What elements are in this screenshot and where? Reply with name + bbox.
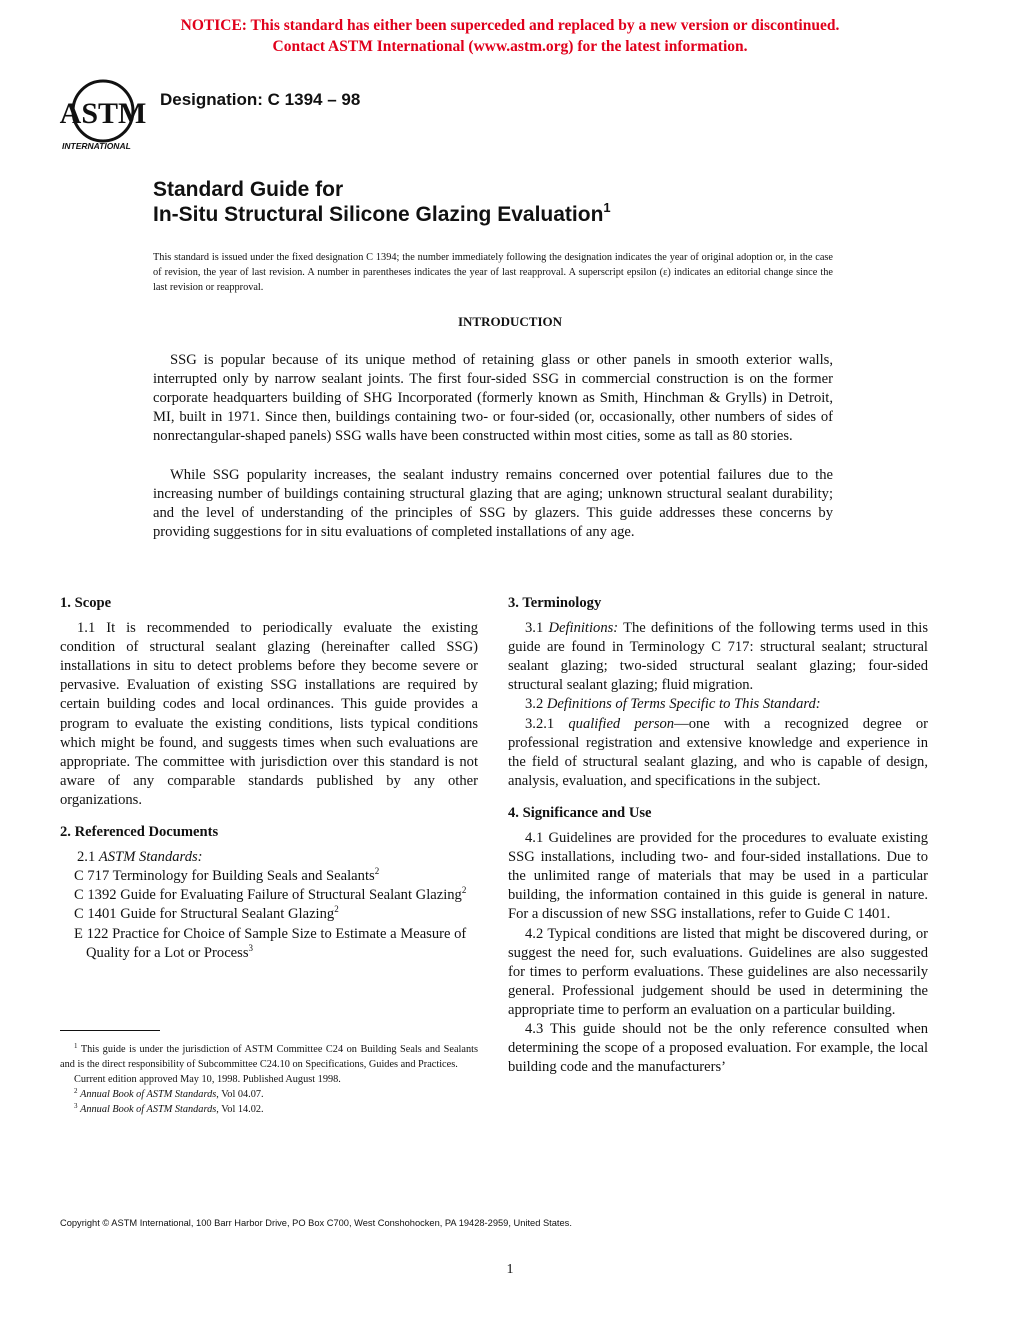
- left-column: [60, 594, 478, 963]
- section-heading-terminology: 3. Terminology: [508, 595, 602, 611]
- notice-line-1: NOTICE: This standard has either been superceded and replaced by a new version or discontinued.: [180, 17, 840, 34]
- section-heading-scope: 1. Scope: [60, 595, 112, 611]
- footnote-2: $^2$ Annual Book of ASTM Standards, Vol 04.07.: [74, 1087, 264, 1100]
- title-line-2: In-Situ Structural Silicone Glazing Evaluation$^1$: [153, 200, 611, 226]
- introduction-heading: INTRODUCTION: [457, 314, 562, 329]
- footnotes: [60, 1042, 478, 1117]
- terminology-paragraph-3-2: 3.2 Definitions of Terms Specific to This Standard:: [525, 696, 821, 713]
- footnote-1: $^1$ This guide is under the jurisdiction of ASTM Committee C24 on Building Seals and Sealants and is the direct responsibility of Subcommittee C24.10 on Specifications, Guides and Practices.: [60, 1042, 478, 1070]
- notice-line-2: Contact ASTM International (www.astm.org) for the latest information.: [272, 38, 748, 55]
- right-column: [508, 594, 928, 1077]
- referenced-subsection-2-1: 2.1 ASTM Standards:: [77, 849, 203, 866]
- page-title: [153, 177, 611, 227]
- logo-letters: ASTM: [59, 97, 147, 130]
- significance-paragraph-4-2: 4.2 Typical conditions are listed that might be discovered during, or suggest the need for, such evaluations. Guidelines are also suggested for times to perform evaluations. These guidelines are also necessarily general. Professional judgement should be used in determining the appropriate time to perform an evaluation on a particular building.: [508, 925, 928, 1018]
- reference-item: E 122 Practice for Choice of Sample Size to Estimate a Measure of Quality for a Lot or Process$^3$: [74, 925, 467, 961]
- terminology-paragraph-3-2-1: 3.2.1 qualified person—one with a recognized degree or professional registration and extensive knowledge and experience in the field of structural sealant glazing, and who is capable of design, analysis, evaluation, and specifications in the subject.: [508, 715, 928, 789]
- scope-paragraph-1-1: 1.1 It is recommended to periodically evaluate the existing condition of structural sealant glazing (hereinafter called SSG) installations in situ to detect problems before they become severe or pervasive. Evaluation of existing SSG installations are required by certain building codes and local ordinances. This guide provides a program to evaluate the existing conditions, lists typical conditions which might be found, and suggests times when such evaluations are appropriate. The committee with jurisdiction over this standard is not aware of any comparable standards published by any other organizations.: [60, 620, 478, 808]
- section-heading-significance: 4. Significance and Use: [508, 804, 652, 821]
- significance-paragraph-4-1: 4.1 Guidelines are provided for the procedures to evaluate existing SSG installations, including two- and four-sided installations. Due to the unlimited range of materials that may be used in a particular building, the information contained in this guide is general in nature. For a discussion of new SSG installations, refer to Guide C 1401.: [508, 830, 928, 923]
- section-heading-referenced-documents: 2. Referenced Documents: [60, 824, 219, 841]
- reference-item: C 717 Terminology for Building Seals and Sealants$^2$: [74, 866, 380, 885]
- footnote-divider: [60, 1030, 160, 1031]
- terminology-paragraph-3-1: 3.1 Definitions: The definitions of the following terms used in this guide are found in Terminology C 717: structural sealant; structural sealant glazing; two-sided structural sealant glazing; four-sided structural sealant glazing; fluid migration.: [508, 620, 929, 694]
- astm-logo: [58, 78, 148, 154]
- designation: Designation: C 1394 – 98: [160, 90, 361, 109]
- title-line-1: Standard Guide for: [153, 178, 344, 201]
- page-number: 1: [506, 1262, 514, 1277]
- footnote-3: $^3$ Annual Book of ASTM Standards, Vol 14.02.: [74, 1102, 264, 1115]
- significance-paragraph-4-3: 4.3 This guide should not be the only reference consulted when determining the scope of a proposed evaluation. For example, the local building code and the manufacturers’: [508, 1020, 928, 1076]
- copyright-notice: Copyright © ASTM International, 100 Barr Harbor Drive, PO Box C700, West Conshohocken, PA 19428-2959, United States.: [60, 1218, 572, 1228]
- reference-item: C 1392 Guide for Evaluating Failure of Structural Sealant Glazing$^2$: [74, 885, 467, 904]
- logo-wordmark: INTERNATIONAL: [62, 141, 131, 151]
- introduction-paragraph-1: SSG is popular because of its unique method of retaining glass or other panels in smooth exterior walls, interrupted only by narrow sealant joints. The first four-sided SSG in commercial construction is on the former corporate headquarters building of SHG Incorporated (formerly known as Smith, Hinchman & Grylls) in Detroit, MI, built in 1971. Since then, buildings containing two- or four-sided (or, occasionally, other numbers of sides of nonrectangular-shaped panels) SSG walls have been constructed within most cities, some as tall as 80 stories.: [153, 352, 833, 445]
- footnote-1-edition: Current edition approved May 10, 1998. Published August 1998.: [74, 1074, 341, 1085]
- introduction-paragraph-2: While SSG popularity increases, the sealant industry remains concerned over potential failures due to the increasing number of buildings containing structural glazing that are aging; unknown structural sealant durability; and the level of understanding of the principles of SSG by glazers. This guide addresses these concerns by providing suggestions for in situ evaluations of completed installations of any age.: [153, 467, 833, 541]
- issue-note: This standard is issued under the fixed designation C 1394; the number immediately following the designation indicates the year of original adoption or, in the case of revision, the year of last revision. A number in parentheses indicates the year of last reapproval. A superscript epsilon (ε) indicates an editorial change since the last revision or reapproval.: [153, 252, 833, 293]
- reference-item: C 1401 Guide for Structural Sealant Glazing$^2$: [74, 904, 339, 923]
- astm-logo-icon: [58, 78, 148, 144]
